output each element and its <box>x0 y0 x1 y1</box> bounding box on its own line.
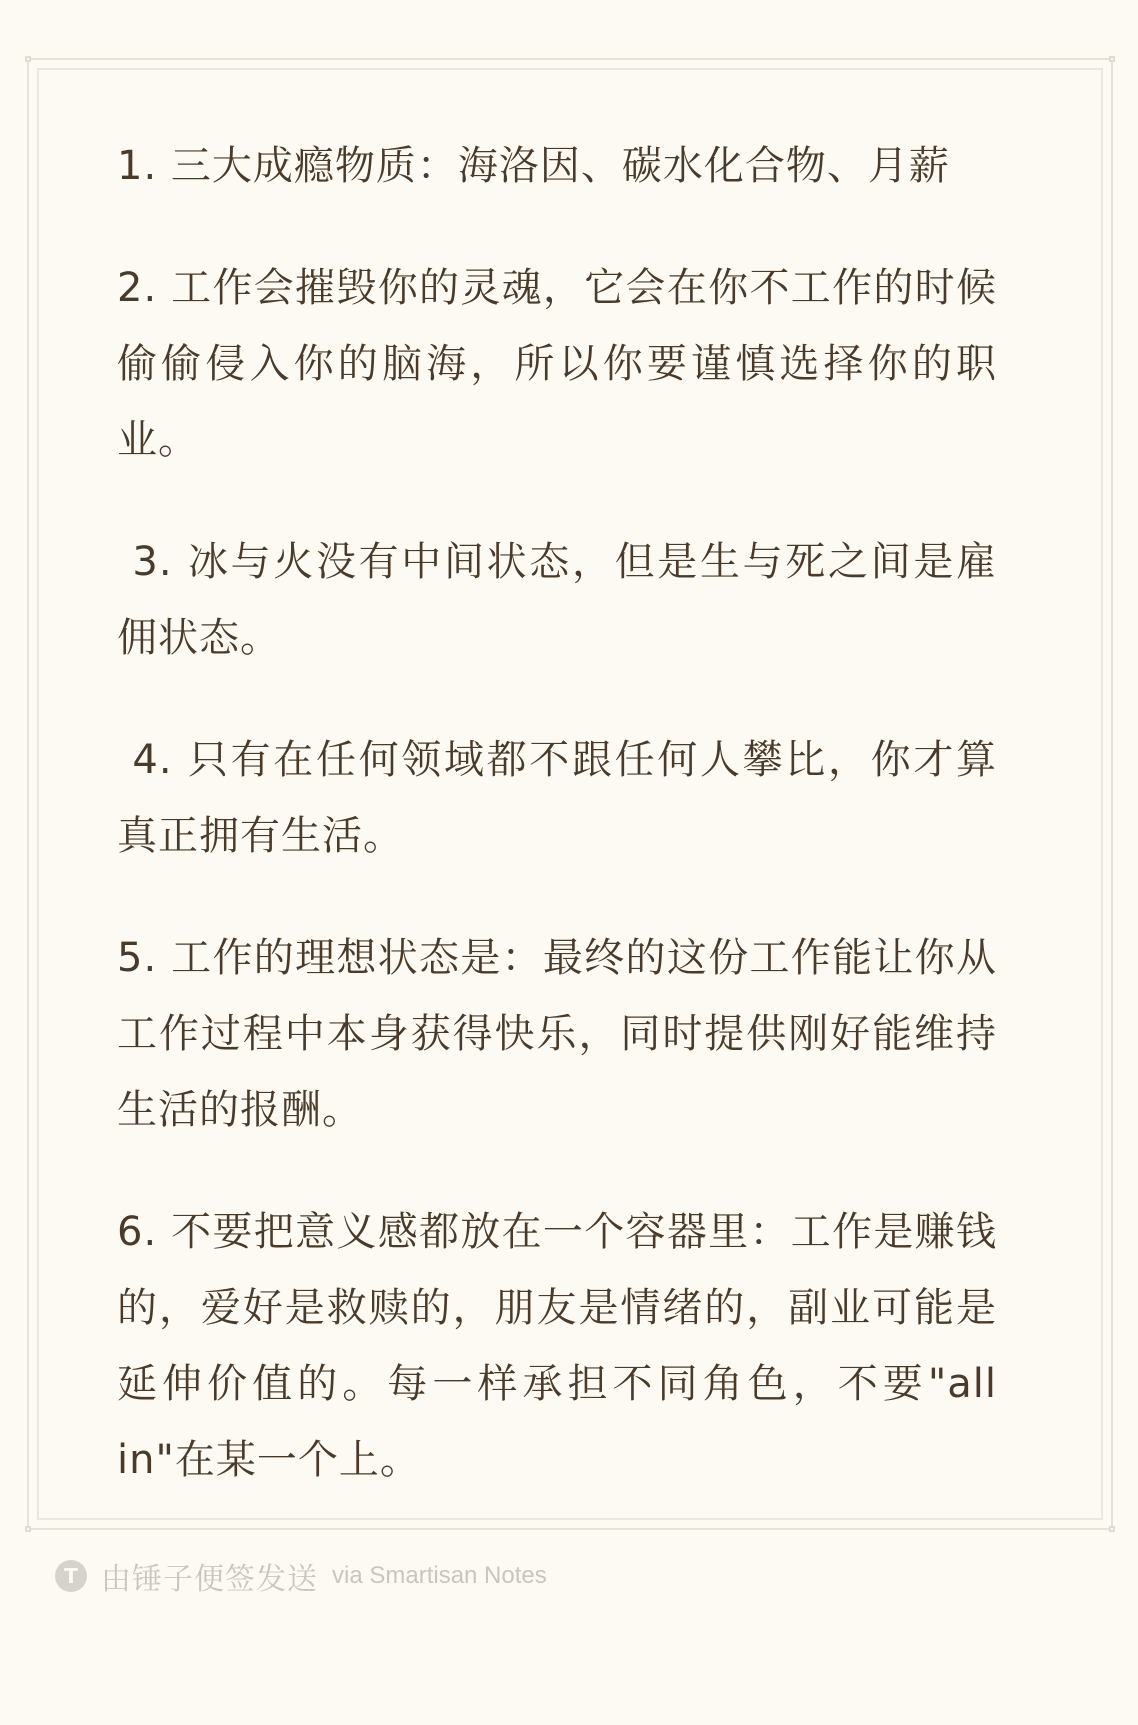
note-paragraph-2: 2. 工作会摧毁你的灵魂，它会在你不工作的时候偷偷侵入你的脑海，所以你要谨慎选择你的职业。 <box>117 265 997 463</box>
note-body <box>117 128 997 1544</box>
note-paragraph-3: 3. 冰与火没有中间状态，但是生与死之间是雇佣状态。 <box>117 539 997 661</box>
frame-corner-top-left <box>25 56 31 62</box>
footer-app-name-label: via Smartisan Notes <box>332 1562 547 1589</box>
note-paragraph-4: 4. 只有在任何领域都不跟任何人攀比，你才算真正拥有生活。 <box>117 737 997 859</box>
frame-corner-bottom-right <box>1109 1526 1115 1532</box>
note-paragraph-1: 1. 三大成瘾物质：海洛因、碳水化合物、月薪 <box>117 143 950 189</box>
smartisan-logo-icon: T <box>55 1560 87 1592</box>
note-paragraph-5: 5. 工作的理想状态是：最终的这份工作能让你从工作过程中本身获得快乐，同时提供刚好能维持生活的报酬。 <box>117 935 997 1133</box>
footer-attribution <box>55 1556 547 1596</box>
footer-sent-by-label: 由锤子便签发送 <box>101 1562 318 1597</box>
frame-corner-bottom-left <box>25 1526 31 1532</box>
frame-corner-top-right <box>1109 56 1115 62</box>
note-paragraph-6: 6. 不要把意义感都放在一个容器里：工作是赚钱的，爱好是救赎的，朋友是情绪的，副业可能是延伸价值的。每一样承担不同角色，不要"all in"在某一个上。 <box>117 1209 997 1483</box>
